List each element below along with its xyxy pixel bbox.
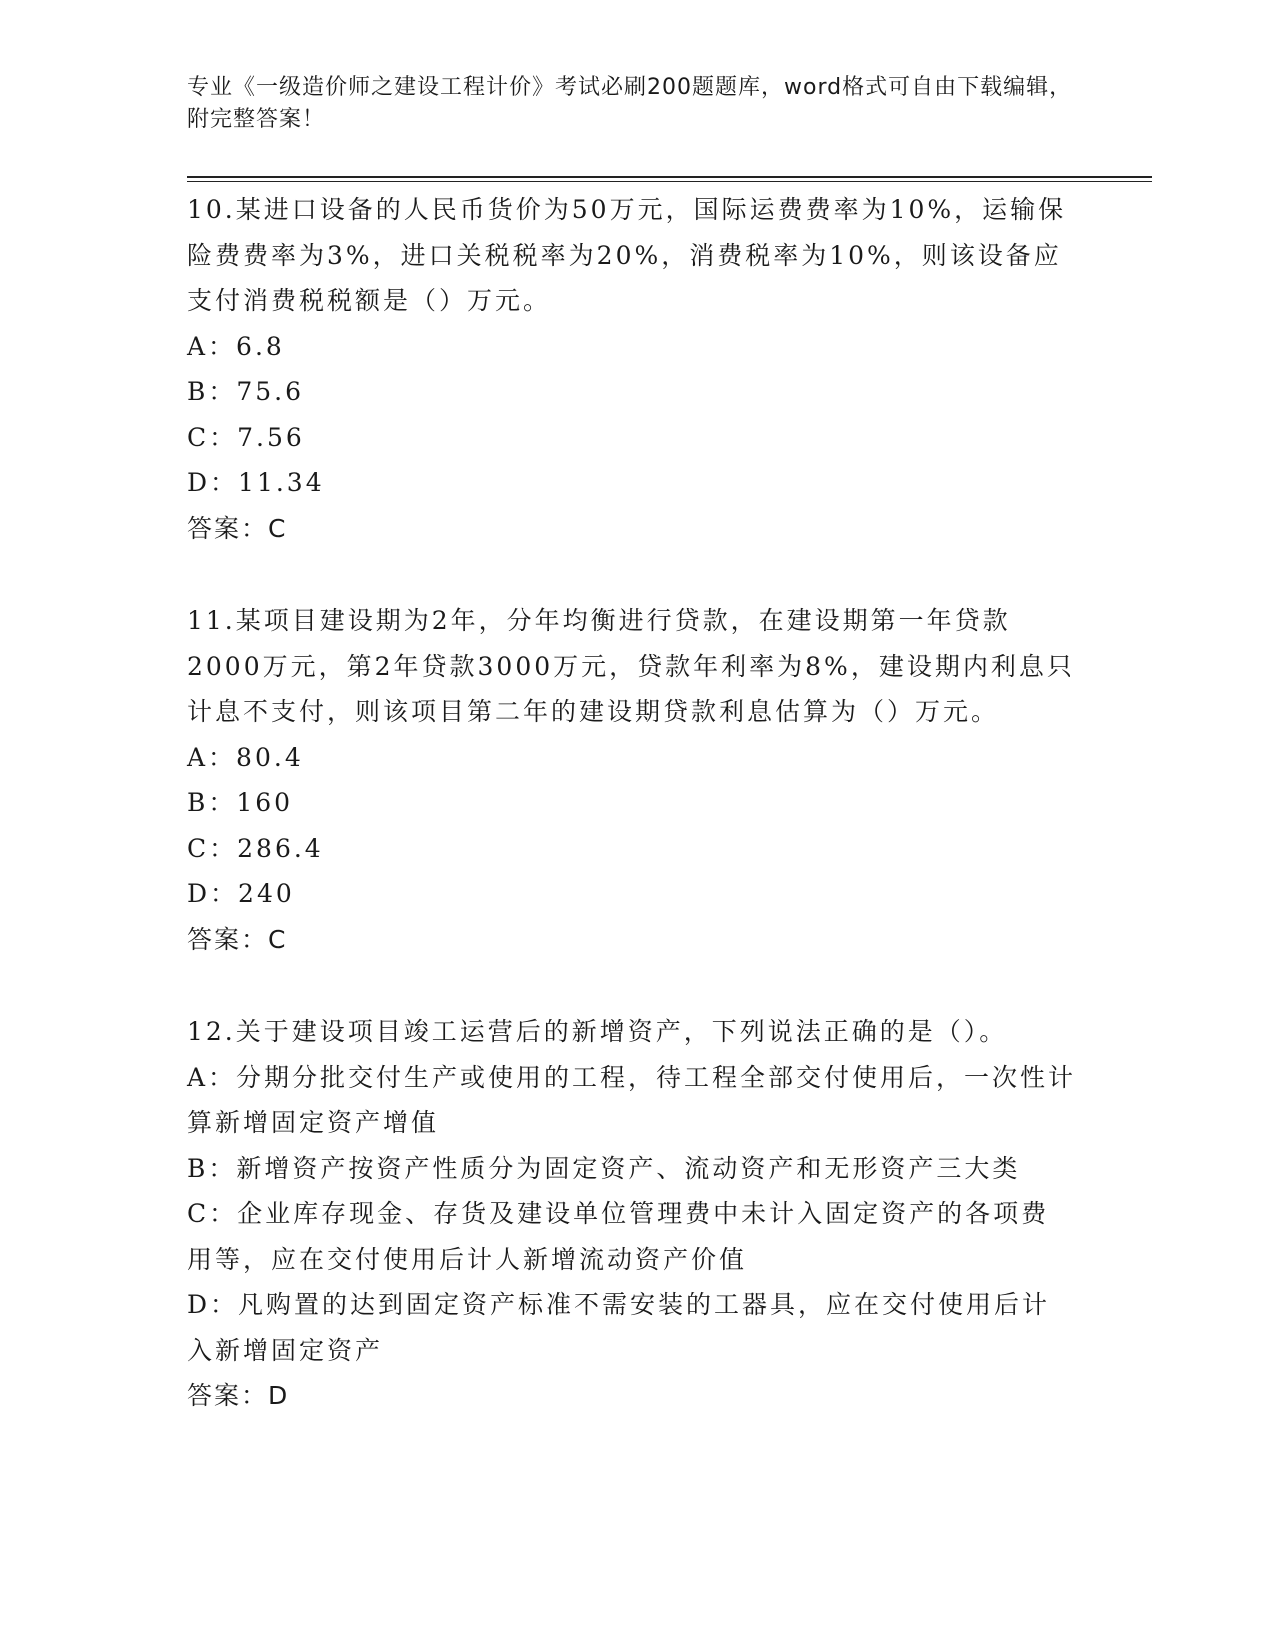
option-c: C：286.4 (187, 833, 324, 863)
question-11 (187, 598, 1077, 962)
option-b: B：75.6 (187, 377, 305, 406)
option-a: A：80.4 (187, 742, 304, 772)
question-list (187, 187, 1077, 1466)
question-12 (187, 1009, 1077, 1419)
question-stem: 10.某进口设备的人民币货价为50万元，国际运费费率为10%，运输保险费费率为3%，进口关税税率为20%，消费税率为10%，则该设备应支付消费税税额是（）万元。 (187, 195, 1067, 315)
option-a: A：分期分批交付生产或使用的工程，待工程全部交付使用后，一次性计算新增固定资产增值 (187, 1062, 1077, 1137)
question-stem: 11.某项目建设期为2年，分年均衡进行贷款，在建设期第一年贷款2000万元，第2年贷款3000万元，贷款年利率为8%，建设期内利息只计息不支付，则该项目第二年的建设期贷款利息估算为（）万元。 (187, 606, 1075, 726)
question-stem: 12.关于建设项目竣工运营后的新增资产，下列说法正确的是（）。 (187, 1017, 1008, 1046)
option-c: C：企业库存现金、存货及建设单位管理费中未计入固定资产的各项费用等，应在交付使用后计人新增流动资产价值 (187, 1199, 1050, 1274)
option-d: D：11.34 (187, 468, 325, 497)
option-a: A：6.8 (187, 331, 285, 361)
answer-line: 答案：C (187, 924, 288, 954)
answer-line: 答案：C (187, 513, 288, 543)
question-10 (187, 187, 1077, 551)
option-d: D：240 (187, 879, 295, 908)
header-divider-thin (187, 181, 1152, 182)
answer-line: 答案：D (187, 1381, 290, 1410)
option-b: B：新增资产按资产性质分为固定资产、流动资产和无形资产三大类 (187, 1153, 1021, 1183)
header-divider-thick (187, 176, 1152, 178)
document-header: 专业《一级造价师之建设工程计价》考试必刷200题题库，word格式可自由下载编辑，附完整答案！ (187, 75, 1073, 132)
option-b: B：160 (187, 788, 294, 817)
option-d: D：凡购置的达到固定资产标准不需安装的工器具，应在交付使用后计入新增固定资产 (187, 1290, 1051, 1365)
option-c: C：7.56 (187, 422, 305, 452)
